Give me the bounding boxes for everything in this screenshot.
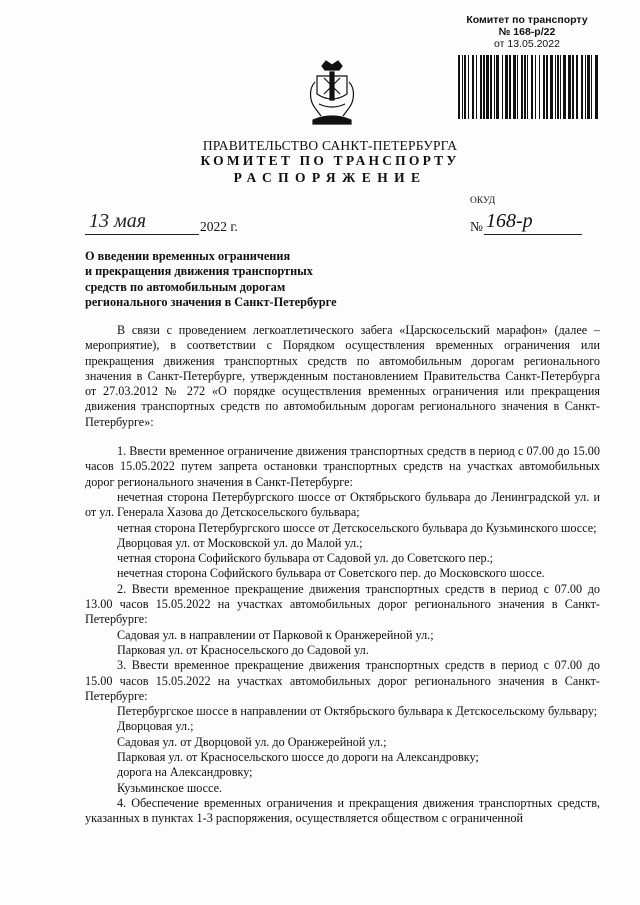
barcode-bar (476, 55, 477, 119)
barcode-bar (527, 55, 528, 119)
date-underline (85, 234, 199, 235)
document-type: РАСПОРЯЖЕНИЕ (233, 170, 427, 185)
barcode-bar (513, 55, 516, 119)
title-line: средств по автомобильным дорогам (85, 279, 286, 294)
document-body (85, 323, 600, 827)
barcode-bar (517, 55, 518, 119)
paragraph: Дворцовая ул. от Московской ул. до Малой ул.; (117, 535, 363, 550)
barcode-bar (458, 55, 460, 119)
paragraph: дорога на Александровку; (117, 765, 253, 780)
stamp-date: от 13.05.2022 (494, 38, 560, 50)
number-sign: № (470, 219, 483, 234)
stamp-issuer: Комитет по транспорту (466, 14, 588, 26)
barcode-bar (581, 55, 583, 119)
barcode-bar (462, 55, 463, 119)
barcode-bar (557, 55, 559, 119)
coat-of-arms-icon (309, 60, 355, 128)
paragraph: Дворцовая ул.; (117, 719, 194, 734)
barcode-bar (591, 55, 592, 119)
barcode-bar (543, 55, 545, 119)
barcode-bar (464, 55, 466, 119)
barcode-bar (486, 55, 489, 119)
barcode-bar (560, 55, 561, 119)
paragraph: Кузьминское шоссе. (117, 780, 223, 795)
handwritten-number: 168-р (486, 210, 533, 232)
barcode-bar (595, 55, 598, 119)
paragraph: четная сторона Петербургского шоссе от Детскосельского бульвара до Кузьминского шоссе; (117, 520, 597, 535)
barcode-bar (550, 55, 553, 119)
barcode-bar (509, 55, 511, 119)
paragraph: нечетная сторона Петербургского шоссе от Октябрьского бульвара до Ленинградской ул. и от ул. Генерала Хазова до Детскосельского бульвара; (85, 489, 600, 520)
stamp-number: № 168-р/22 (498, 26, 556, 38)
barcode-bar (496, 55, 499, 119)
barcode-bar (468, 55, 469, 119)
barcode-bar (572, 55, 574, 119)
barcode-bar (494, 55, 495, 119)
barcode-bar (568, 55, 571, 119)
paragraph: нечетная сторона Софийского бульвара от Советского пер. до Московского шоссе. (117, 566, 545, 581)
barcode-bar (546, 55, 548, 119)
title-line: О введении временных ограничения (85, 249, 291, 263)
barcode-bar (480, 55, 482, 119)
document-date (85, 210, 245, 238)
document-number (470, 210, 590, 238)
barcode-bar (490, 55, 492, 119)
handwritten-date: 13 мая (89, 210, 147, 232)
paragraph: Садовая ул. от Дворцовой ул. до Оранжерейной ул.; (117, 734, 387, 749)
paragraph: Петербургское шоссе в направлении от Октябрьского бульвара к Детскосельскому бульвару; (117, 704, 598, 719)
barcode-bar (555, 55, 556, 119)
barcode-bar (483, 55, 485, 119)
paragraph: 3. Ввести временное прекращение движения транспортных средств в период с 07.00 до 15.00 часов 15.05.2022 на участках автомобильных дорог регионального значения в Санкт-Петербурге: (85, 658, 600, 703)
paragraph: 1. Ввести временное ограничение движения транспортных средств в период с 07.00 до 15.00 часов 15.05.2022 путем запрета остановки транспортных средств на участках автомобильных дорог регионального значения в Санкт-Петербурге: (85, 444, 600, 489)
barcode-bar (505, 55, 508, 119)
title-line: регионального значения в Санкт-Петербурге (85, 294, 337, 309)
barcode-bar (472, 55, 474, 119)
committee-name: КОМИТЕТ ПО ТРАНСПОРТУ (200, 153, 460, 168)
number-underline (484, 234, 582, 235)
date-year: 2022 г. (200, 219, 238, 234)
paragraph: Садовая ул. в направлении от Парковой к Оранжерейной ул.; (117, 627, 434, 642)
document-title (85, 249, 345, 310)
paragraph: 4. Обеспечение временных ограничения и прекращения движения транспортных средств, указанных в пунктах 1-3 распоряжения, осуществляется обществом с ограниченной (85, 795, 600, 826)
barcode-bar (539, 55, 540, 119)
barcode-bar (502, 55, 503, 119)
title-line: и прекращения движения транспортных (85, 264, 313, 279)
paragraph: четная сторона Софийского бульвара от Садовой ул. до Советского пер.; (117, 551, 494, 566)
barcode-bar (531, 55, 533, 119)
okud-label: ОКУД (470, 196, 496, 206)
barcode-bar (524, 55, 526, 119)
barcode-bar (587, 55, 590, 119)
barcode-bar (563, 55, 566, 119)
barcode-bar (585, 55, 586, 119)
barcode-bar (576, 55, 578, 119)
registration-stamp (452, 14, 602, 50)
barcode-bar (521, 55, 523, 119)
government-name: ПРАВИТЕЛЬСТВО САНКТ-ПЕТЕРБУРГА (202, 138, 458, 153)
barcode-bar (535, 55, 536, 119)
paragraph: 2. Ввести временное прекращение движения транспортных средств в период с 07.00 до 13.00 часов 15.05.2022 на участках автомобильных дорог регионального значения в Санкт-Петербурге: (85, 581, 600, 627)
preamble: В связи с проведением легкоатлетического забега «Царскосельский марафон» (далее – мероприятие), в соответствии с Порядком осуществления временных ограничения или прекращения движения транспортных средств по автомобильным дорогам регионального значения в Санкт-Петербурге, утвержденным постановлением Правительства Санкт-Петербурга от 27.03.2012 № 272 «О порядке осуществления временных ограничения или прекращения движения транспортных средств по автомобильным дорогам регионального значения в Санкт-Петербурге»: (85, 323, 600, 429)
paragraph: Парковая ул. от Красносельского шоссе до дороги на Александровку; (117, 750, 479, 765)
paragraph: Парковая ул. от Красносельского до Садовой ул. (117, 642, 369, 657)
barcode-icon (458, 55, 598, 119)
